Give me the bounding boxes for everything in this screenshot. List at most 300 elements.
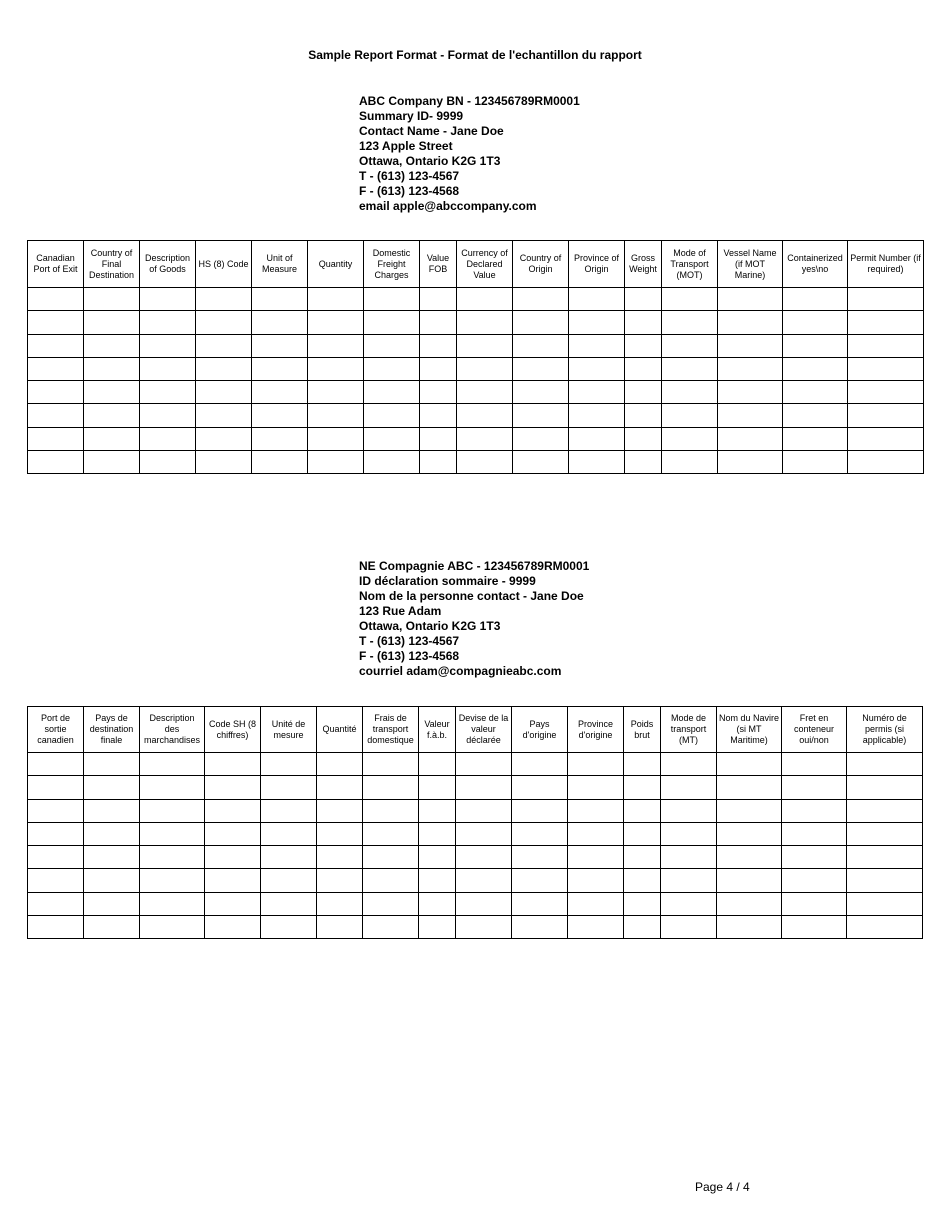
table-cell bbox=[456, 916, 512, 939]
table-cell bbox=[662, 404, 718, 427]
column-header: Canadian Port of Exit bbox=[28, 241, 84, 288]
table-cell bbox=[28, 311, 84, 334]
table-cell bbox=[513, 451, 569, 474]
table-cell bbox=[196, 381, 252, 404]
table-cell bbox=[261, 753, 317, 776]
table-cell bbox=[364, 381, 420, 404]
table-cell bbox=[419, 776, 456, 799]
table-cell bbox=[28, 776, 84, 799]
column-header: Mode of Transport (MOT) bbox=[662, 241, 718, 288]
table-cell bbox=[419, 892, 456, 915]
table-cell bbox=[782, 916, 847, 939]
table-cell bbox=[84, 776, 140, 799]
city-line: Ottawa, Ontario K2G 1T3 bbox=[359, 619, 501, 633]
table-cell bbox=[662, 427, 718, 450]
column-header: Frais de transport domestique bbox=[363, 707, 419, 753]
table-cell bbox=[662, 311, 718, 334]
table-cell bbox=[783, 357, 848, 380]
table-cell bbox=[28, 799, 84, 822]
table-cell bbox=[364, 357, 420, 380]
table-cell bbox=[252, 334, 308, 357]
table-cell bbox=[513, 404, 569, 427]
table-cell bbox=[84, 404, 140, 427]
company-info-french bbox=[359, 559, 589, 679]
table-cell bbox=[568, 846, 624, 869]
table-cell bbox=[661, 799, 717, 822]
table-cell bbox=[140, 822, 205, 845]
table-cell bbox=[661, 916, 717, 939]
table-cell bbox=[28, 357, 84, 380]
table-cell bbox=[513, 334, 569, 357]
table-cell bbox=[513, 381, 569, 404]
table-cell bbox=[364, 451, 420, 474]
table-cell bbox=[84, 822, 140, 845]
contact-name-line: Nom de la personne contact - Jane Doe bbox=[359, 589, 584, 603]
table-cell bbox=[140, 334, 196, 357]
table-cell bbox=[624, 753, 661, 776]
table-cell bbox=[661, 753, 717, 776]
table-cell bbox=[847, 776, 923, 799]
table-cell bbox=[363, 846, 419, 869]
table-row bbox=[28, 451, 924, 474]
table-cell bbox=[717, 892, 782, 915]
table-cell bbox=[456, 776, 512, 799]
table-cell bbox=[512, 822, 568, 845]
table-cell bbox=[783, 381, 848, 404]
table-cell bbox=[261, 799, 317, 822]
table-cell bbox=[205, 776, 261, 799]
table-cell bbox=[848, 334, 924, 357]
table-cell bbox=[718, 427, 783, 450]
table-cell bbox=[205, 892, 261, 915]
table-cell bbox=[782, 846, 847, 869]
column-header: Currency of Declared Value bbox=[457, 241, 513, 288]
table-cell bbox=[140, 776, 205, 799]
table-cell bbox=[718, 404, 783, 427]
table-cell bbox=[848, 451, 924, 474]
table-cell bbox=[205, 916, 261, 939]
table-cell bbox=[456, 753, 512, 776]
table-row bbox=[28, 892, 923, 915]
table-cell bbox=[512, 916, 568, 939]
table-cell bbox=[624, 916, 661, 939]
table-cell bbox=[140, 404, 196, 427]
table-cell bbox=[569, 288, 625, 311]
french-report-table bbox=[27, 706, 923, 939]
column-header: Description of Goods bbox=[140, 241, 196, 288]
table-cell bbox=[457, 404, 513, 427]
table-cell bbox=[420, 381, 457, 404]
table-cell bbox=[848, 288, 924, 311]
table-cell bbox=[718, 311, 783, 334]
table-cell bbox=[625, 451, 662, 474]
table-cell bbox=[140, 753, 205, 776]
table-cell bbox=[84, 846, 140, 869]
column-header: Country of Final Destination bbox=[84, 241, 140, 288]
column-header: Province of Origin bbox=[569, 241, 625, 288]
table-cell bbox=[420, 311, 457, 334]
table-row bbox=[28, 334, 924, 357]
table-cell bbox=[419, 822, 456, 845]
table-cell bbox=[568, 822, 624, 845]
table-cell bbox=[624, 846, 661, 869]
table-row bbox=[28, 381, 924, 404]
column-header: Permit Number (if required) bbox=[848, 241, 924, 288]
table-cell bbox=[569, 357, 625, 380]
email-line: email apple@abccompany.com bbox=[359, 199, 537, 213]
table-header-row bbox=[28, 241, 924, 288]
table-cell bbox=[317, 822, 363, 845]
table-cell bbox=[363, 776, 419, 799]
phone-line: T - (613) 123-4567 bbox=[359, 634, 460, 648]
column-header: HS (8) Code bbox=[196, 241, 252, 288]
table-cell bbox=[252, 451, 308, 474]
table-cell bbox=[662, 288, 718, 311]
table-cell bbox=[420, 451, 457, 474]
table-cell bbox=[363, 916, 419, 939]
table-cell bbox=[261, 892, 317, 915]
table-cell bbox=[196, 311, 252, 334]
table-cell bbox=[364, 334, 420, 357]
table-cell bbox=[261, 776, 317, 799]
summary-id-line: ID déclaration sommaire - 9999 bbox=[359, 574, 536, 588]
table-cell bbox=[456, 869, 512, 892]
table-cell bbox=[140, 381, 196, 404]
table-cell bbox=[28, 892, 84, 915]
street-line: 123 Apple Street bbox=[359, 139, 453, 153]
table-cell bbox=[140, 357, 196, 380]
table-cell bbox=[456, 799, 512, 822]
company-bn-line: ABC Company BN - 123456789RM0001 bbox=[359, 94, 580, 108]
table-cell bbox=[569, 334, 625, 357]
table-cell bbox=[624, 869, 661, 892]
table-row bbox=[28, 869, 923, 892]
phone-line: T - (613) 123-4567 bbox=[359, 169, 460, 183]
table-cell bbox=[457, 311, 513, 334]
table-cell bbox=[717, 776, 782, 799]
table-cell bbox=[568, 892, 624, 915]
table-cell bbox=[205, 869, 261, 892]
column-header: Devise de la valeur déclarée bbox=[456, 707, 512, 753]
contact-name-line: Contact Name - Jane Doe bbox=[359, 124, 504, 138]
table-cell bbox=[848, 311, 924, 334]
table-cell bbox=[317, 869, 363, 892]
table-cell bbox=[140, 311, 196, 334]
table-cell bbox=[196, 334, 252, 357]
table-cell bbox=[196, 404, 252, 427]
table-cell bbox=[624, 892, 661, 915]
table-cell bbox=[847, 892, 923, 915]
table-cell bbox=[308, 451, 364, 474]
table-cell bbox=[783, 288, 848, 311]
table-cell bbox=[457, 451, 513, 474]
table-cell bbox=[848, 404, 924, 427]
table-cell bbox=[84, 334, 140, 357]
table-cell bbox=[568, 776, 624, 799]
table-cell bbox=[28, 381, 84, 404]
table-cell bbox=[363, 799, 419, 822]
table-row bbox=[28, 357, 924, 380]
table-cell bbox=[317, 916, 363, 939]
table-cell bbox=[513, 311, 569, 334]
table-cell bbox=[308, 357, 364, 380]
table-cell bbox=[261, 846, 317, 869]
table-cell bbox=[456, 846, 512, 869]
table-cell bbox=[84, 916, 140, 939]
table-cell bbox=[457, 357, 513, 380]
column-header: Gross Weight bbox=[625, 241, 662, 288]
table-cell bbox=[28, 334, 84, 357]
report-title: Sample Report Format - Format de l'echantillon du rapport bbox=[308, 48, 642, 62]
table-cell bbox=[140, 451, 196, 474]
table-cell bbox=[317, 776, 363, 799]
table-cell bbox=[364, 311, 420, 334]
table-cell bbox=[205, 822, 261, 845]
table-row bbox=[28, 822, 923, 845]
table-cell bbox=[847, 869, 923, 892]
table-cell bbox=[569, 404, 625, 427]
table-cell bbox=[569, 381, 625, 404]
table-cell bbox=[783, 404, 848, 427]
table-cell bbox=[364, 404, 420, 427]
table-cell bbox=[252, 288, 308, 311]
table-cell bbox=[661, 846, 717, 869]
table-cell bbox=[252, 404, 308, 427]
table-row bbox=[28, 799, 923, 822]
table-cell bbox=[140, 288, 196, 311]
table-header-row bbox=[28, 707, 923, 753]
table-cell bbox=[513, 427, 569, 450]
column-header: Valeur f.à.b. bbox=[419, 707, 456, 753]
column-header: Code SH (8 chiffres) bbox=[205, 707, 261, 753]
table-cell bbox=[205, 799, 261, 822]
table-row bbox=[28, 288, 924, 311]
table-cell bbox=[847, 846, 923, 869]
table-cell bbox=[420, 404, 457, 427]
table-cell bbox=[783, 451, 848, 474]
table-cell bbox=[28, 846, 84, 869]
column-header: Domestic Freight Charges bbox=[364, 241, 420, 288]
street-line: 123 Rue Adam bbox=[359, 604, 442, 618]
table-cell bbox=[364, 288, 420, 311]
table-cell bbox=[28, 869, 84, 892]
column-header: Nom du Navire (si MT Maritime) bbox=[717, 707, 782, 753]
table-cell bbox=[140, 869, 205, 892]
column-header: Port de sortie canadien bbox=[28, 707, 84, 753]
table-cell bbox=[717, 916, 782, 939]
table-cell bbox=[84, 311, 140, 334]
table-cell bbox=[847, 822, 923, 845]
table-cell bbox=[196, 288, 252, 311]
table-cell bbox=[625, 404, 662, 427]
table-cell bbox=[28, 427, 84, 450]
table-cell bbox=[457, 381, 513, 404]
table-cell bbox=[512, 753, 568, 776]
table-cell bbox=[261, 822, 317, 845]
table-cell bbox=[718, 451, 783, 474]
table-cell bbox=[662, 381, 718, 404]
company-ne-line: NE Compagnie ABC - 123456789RM0001 bbox=[359, 559, 590, 573]
table-cell bbox=[662, 357, 718, 380]
column-header: Country of Origin bbox=[513, 241, 569, 288]
table-cell bbox=[513, 288, 569, 311]
table-row bbox=[28, 846, 923, 869]
table-cell bbox=[84, 869, 140, 892]
table-cell bbox=[308, 311, 364, 334]
column-header: Poids brut bbox=[624, 707, 661, 753]
table-cell bbox=[420, 288, 457, 311]
column-header: Mode de transport (MT) bbox=[661, 707, 717, 753]
table-cell bbox=[717, 753, 782, 776]
table-cell bbox=[783, 427, 848, 450]
table-cell bbox=[783, 311, 848, 334]
table-cell bbox=[261, 916, 317, 939]
table-cell bbox=[308, 404, 364, 427]
column-header: Description des marchandises bbox=[140, 707, 205, 753]
table-cell bbox=[84, 288, 140, 311]
table-cell bbox=[205, 846, 261, 869]
column-header: Province d'origine bbox=[568, 707, 624, 753]
table-cell bbox=[363, 753, 419, 776]
table-cell bbox=[84, 427, 140, 450]
table-cell bbox=[84, 381, 140, 404]
table-cell bbox=[363, 869, 419, 892]
city-line: Ottawa, Ontario K2G 1T3 bbox=[359, 154, 501, 168]
table-cell bbox=[718, 381, 783, 404]
table-cell bbox=[661, 822, 717, 845]
table-row bbox=[28, 916, 923, 939]
table-row bbox=[28, 311, 924, 334]
table-cell bbox=[569, 451, 625, 474]
table-cell bbox=[661, 892, 717, 915]
table-cell bbox=[363, 822, 419, 845]
table-cell bbox=[717, 799, 782, 822]
table-cell bbox=[84, 451, 140, 474]
table-cell bbox=[569, 427, 625, 450]
table-cell bbox=[717, 822, 782, 845]
table-cell bbox=[624, 799, 661, 822]
column-header: Numéro de permis (si applicable) bbox=[847, 707, 923, 753]
table-cell bbox=[317, 753, 363, 776]
table-cell bbox=[782, 753, 847, 776]
english-report-table bbox=[27, 240, 924, 474]
table-cell bbox=[363, 892, 419, 915]
table-cell bbox=[625, 288, 662, 311]
table-cell bbox=[661, 869, 717, 892]
table-cell bbox=[317, 846, 363, 869]
table-cell bbox=[252, 357, 308, 380]
table-cell bbox=[308, 288, 364, 311]
table-cell bbox=[420, 427, 457, 450]
table-cell bbox=[28, 753, 84, 776]
table-cell bbox=[848, 357, 924, 380]
table-cell bbox=[625, 357, 662, 380]
table-cell bbox=[718, 334, 783, 357]
table-cell bbox=[782, 822, 847, 845]
table-cell bbox=[317, 799, 363, 822]
table-cell bbox=[252, 427, 308, 450]
summary-id-line: Summary ID- 9999 bbox=[359, 109, 464, 123]
table-cell bbox=[662, 334, 718, 357]
table-cell bbox=[625, 427, 662, 450]
column-header: Unit of Measure bbox=[252, 241, 308, 288]
table-cell bbox=[456, 892, 512, 915]
table-cell bbox=[512, 892, 568, 915]
table-cell bbox=[84, 753, 140, 776]
table-cell bbox=[252, 311, 308, 334]
table-cell bbox=[261, 869, 317, 892]
column-header: Pays d'origine bbox=[512, 707, 568, 753]
table-cell bbox=[140, 892, 205, 915]
table-cell bbox=[718, 357, 783, 380]
table-cell bbox=[625, 381, 662, 404]
table-cell bbox=[140, 916, 205, 939]
table-row bbox=[28, 753, 923, 776]
table-cell bbox=[84, 357, 140, 380]
table-row bbox=[28, 776, 923, 799]
table-cell bbox=[847, 916, 923, 939]
table-cell bbox=[419, 869, 456, 892]
table-cell bbox=[624, 822, 661, 845]
table-row bbox=[28, 404, 924, 427]
table-cell bbox=[661, 776, 717, 799]
table-cell bbox=[782, 799, 847, 822]
table-cell bbox=[718, 288, 783, 311]
email-line: courriel adam@compagnieabc.com bbox=[359, 664, 562, 678]
table-cell bbox=[512, 869, 568, 892]
table-cell bbox=[317, 892, 363, 915]
table-cell bbox=[28, 916, 84, 939]
column-header: Unité de mesure bbox=[261, 707, 317, 753]
table-cell bbox=[513, 357, 569, 380]
table-row bbox=[28, 427, 924, 450]
table-cell bbox=[28, 288, 84, 311]
table-cell bbox=[457, 427, 513, 450]
table-cell bbox=[625, 334, 662, 357]
table-cell bbox=[624, 776, 661, 799]
company-info-english bbox=[359, 94, 580, 214]
table-cell bbox=[847, 799, 923, 822]
table-cell bbox=[456, 822, 512, 845]
table-cell bbox=[140, 427, 196, 450]
table-cell bbox=[28, 404, 84, 427]
table-cell bbox=[28, 451, 84, 474]
column-header: Pays de destination finale bbox=[84, 707, 140, 753]
table-cell bbox=[308, 427, 364, 450]
page-number: Page 4 / 4 bbox=[695, 1180, 750, 1194]
table-cell bbox=[419, 846, 456, 869]
fax-line: F - (613) 123-4568 bbox=[359, 649, 460, 663]
table-cell bbox=[568, 799, 624, 822]
table-cell bbox=[782, 869, 847, 892]
table-cell bbox=[364, 427, 420, 450]
table-cell bbox=[512, 846, 568, 869]
table-cell bbox=[308, 334, 364, 357]
column-header: Fret en conteneur oui/non bbox=[782, 707, 847, 753]
column-header: Quantity bbox=[308, 241, 364, 288]
table-cell bbox=[419, 753, 456, 776]
column-header: Value FOB bbox=[420, 241, 457, 288]
table-cell bbox=[512, 776, 568, 799]
table-cell bbox=[717, 869, 782, 892]
table-cell bbox=[512, 799, 568, 822]
table-cell bbox=[848, 427, 924, 450]
table-cell bbox=[568, 869, 624, 892]
table-cell bbox=[848, 381, 924, 404]
table-cell bbox=[568, 753, 624, 776]
table-cell bbox=[625, 311, 662, 334]
table-cell bbox=[419, 799, 456, 822]
